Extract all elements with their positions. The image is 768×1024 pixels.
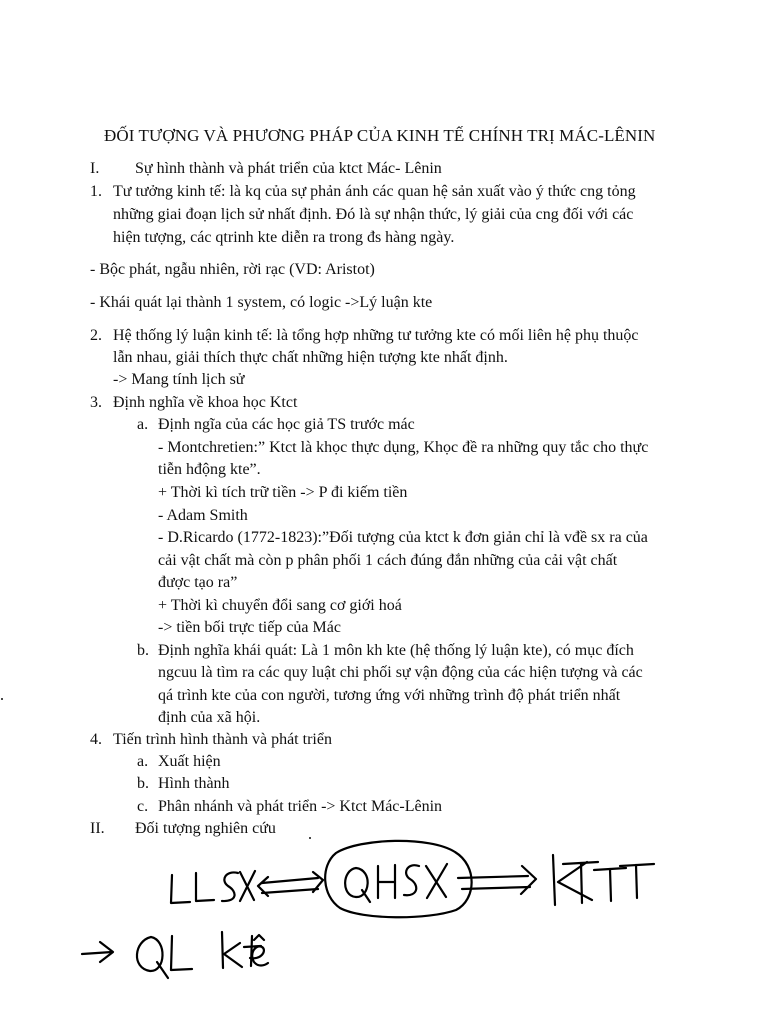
item-4-marker: 4. [90, 731, 102, 748]
handwritten-llsx [171, 871, 255, 903]
item-3a-line: cải vật chất mà còn p phân phối 1 cách đúng đắn những của cải vật chất [158, 552, 618, 569]
item-3a-line: - Adam Smith [158, 507, 248, 524]
dash-line-generalize: - Khái quát lại thành 1 system, có logic ->Lý luận kte [90, 294, 433, 311]
handwritten-qhsx-ellipse [325, 841, 471, 917]
document-title: ĐỐI TƯỢNG VÀ PHƯƠNG PHÁP CỦA KINH TẾ CHÍNH TRỊ MÁC-LÊNIN [104, 126, 656, 145]
item-3-heading: Định nghĩa về khoa học Ktct [113, 394, 298, 411]
section-1-heading: Sự hình thành và phát triển của ktct Mác- Lênin [135, 160, 442, 177]
item-4b-text: Hình thành [158, 775, 230, 792]
item-1-marker: 1. [90, 183, 102, 200]
handwritten-arrow [82, 942, 113, 962]
item-1-line: những giai đoạn lịch sử nhất định. Đó là sự nhận thức, lý giải của cng đối với các [113, 206, 634, 223]
item-2-line: -> Mang tính lịch sử [113, 371, 245, 388]
item-4a-text: Xuất hiện [158, 753, 221, 770]
item-1-line: hiện tượng, các qtrinh kte diễn ra trong đs hàng ngày. [113, 229, 455, 246]
item-4c-text: Phân nhánh và phát triển -> Ktct Mác-Lênin [158, 798, 443, 815]
item-3-marker: 3. [90, 394, 102, 411]
handwritten-kttt [553, 855, 654, 905]
item-3a-line: + Thời kì chuyển đổi sang cơ giới hoá [158, 597, 402, 614]
item-1-line: Tư tưởng kinh tế: là kq của sự phản ánh các quan hệ sản xuất vào ý thức cng tỏng [113, 183, 636, 200]
item-3a-line: Định ngĩa của các học giả TS trước mác [158, 416, 415, 433]
item-3b-line: qá trình kte của con người, tương ứng với những trình độ phát triển nhất [158, 687, 621, 704]
item-3a-line: tiễn hđộng kte”. [158, 461, 261, 478]
handwritten-double-arrow-1 [258, 872, 323, 896]
item-2-marker: 2. [90, 327, 102, 344]
item-3a-line: + Thời kì tích trữ tiền -> P đi kiếm tiền [158, 484, 408, 501]
item-3b-line: ngcuu là tìm ra các quy luật chi phối sự vận động của các hiện tượng và các [158, 664, 643, 681]
section-2-marker: II. [90, 820, 105, 837]
handwritten-ql-kte [137, 932, 268, 978]
item-3a-line: - Montchretien:” Ktct là khọc thực dụng, Khọc đề ra những quy tắc cho thực [158, 439, 649, 456]
item-2-line: Hệ thống lý luận kinh tế: là tổng hợp những tư tưởng kte có mối liên hệ phụ thuộc [113, 327, 639, 344]
item-3a-line: được tạo ra” [158, 574, 238, 591]
item-3b-marker: b. [137, 642, 149, 659]
item-3a-line: - D.Ricardo (1772-1823):”Đối tượng của ktct k đơn giản chỉ là vđề sx ra của [158, 529, 648, 546]
dash-line-spontaneous: - Bộc phát, ngẫu nhiên, rời rạc (VD: Aristot) [90, 261, 375, 278]
item-3a-line: -> tiền bối trực tiếp của Mác [158, 619, 341, 636]
section-2-heading: Đối tượng nghiên cứu [135, 820, 276, 837]
section-1-marker: I. [90, 160, 100, 177]
item-3a-marker: a. [137, 416, 149, 433]
item-4c-marker: c. [137, 798, 149, 815]
item-4-heading: Tiến trình hình thành và phát triển [113, 731, 332, 748]
item-3b-line: định của xã hội. [158, 709, 261, 726]
item-4a-marker: a. [137, 753, 149, 770]
item-3b-line: Định nghĩa khái quát: Là 1 môn kh kte (hệ thống lý luận kte), có mục đích [158, 642, 634, 659]
item-2-line: lẫn nhau, giải thích thực chất những hiện tượng kte nhất định. [113, 349, 508, 366]
item-4b-marker: b. [137, 775, 149, 792]
